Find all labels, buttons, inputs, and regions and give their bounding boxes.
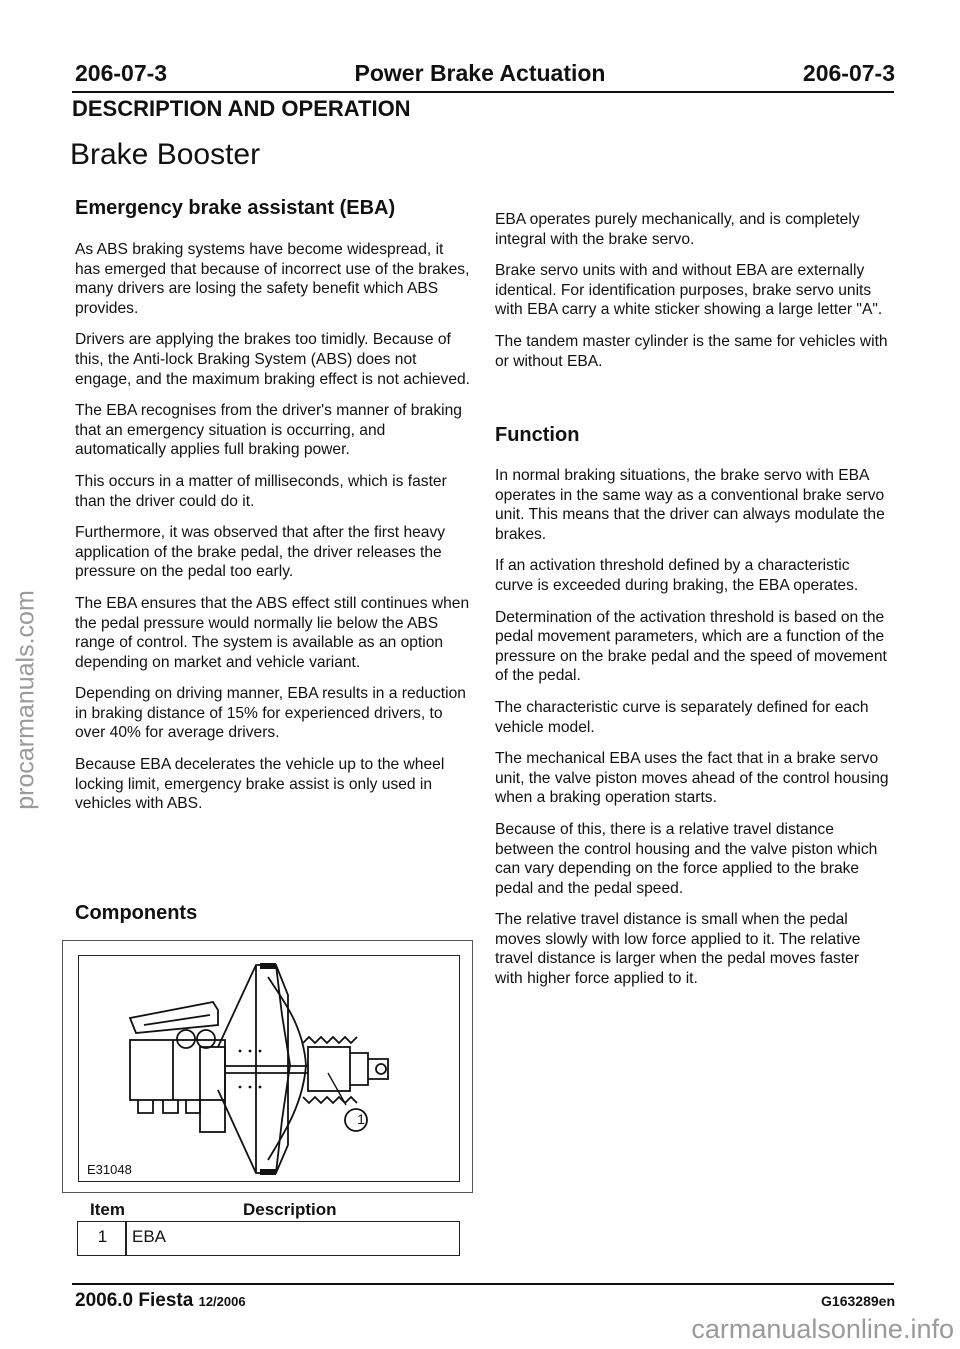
bottom-watermark: carmanualsonline.info	[691, 1314, 954, 1344]
figure-code: E31048	[87, 1162, 132, 1177]
footer-model	[75, 1290, 246, 1312]
right-column-function	[495, 466, 890, 1001]
table-divider	[125, 1221, 127, 1256]
table-header-item: Item	[90, 1200, 125, 1219]
paragraph: The mechanical EBA uses the fact that in a brake servo unit, the valve piston moves ahead of the control housing when a braking operation starts.	[495, 750, 889, 807]
function-heading: Function	[495, 424, 580, 446]
paragraph: EBA operates purely mechanically, and is completely integral with the brake servo.	[495, 211, 860, 248]
left-column-text	[75, 240, 470, 826]
section-label: DESCRIPTION AND OPERATION	[72, 96, 411, 121]
footer-date: 12/2006	[198, 1294, 246, 1309]
right-column-top	[495, 210, 890, 383]
paragraph: This occurs in a matter of milliseconds, which is faster than the driver could do it.	[75, 472, 447, 510]
paragraph: The characteristic curve is separately defined for each vehicle model.	[495, 698, 869, 736]
paragraph: If an activation threshold defined by a characteristic curve is exceeded during braking, the EBA operates.	[495, 557, 859, 594]
paragraph: Because of this, there is a relative travel distance between the control housing and the valve piston which can vary depending on the force applied to the brake pedal and the pedal speed.	[495, 820, 878, 897]
footer-doc-code: G163289en	[821, 1293, 895, 1309]
paragraph: The EBA ensures that the ABS effect still continues when the pedal pressure would normally lie below the ABS range of control. The system is available as an option depending on market and vehicle variant.	[75, 594, 470, 671]
table-cell-description: EBA	[132, 1227, 167, 1246]
side-watermark: procarmanuals.com	[11, 590, 40, 810]
brake-booster-illustration	[78, 955, 458, 1180]
page-number-right: 206-07-3	[802, 60, 895, 86]
table-header-description: Description	[243, 1200, 337, 1219]
paragraph: Brake servo units with and without EBA are externally identical. For identification purposes, brake servo units with EBA carry a white sticker showing a large letter "A".	[495, 262, 883, 319]
paragraph: Determination of the activation threshold is based on the pedal movement parameters, which are a function of the pressure on the brake pedal and the speed of movement of the pedal.	[495, 608, 887, 685]
doc-title: Brake Booster	[70, 138, 261, 171]
paragraph: Depending on driving manner, EBA results in a reduction in braking distance of 15% for experienced drivers, to over 40% for average drivers.	[75, 685, 466, 742]
table-cell-item: 1	[97, 1227, 108, 1246]
paragraph: As ABS braking systems have become widespread, it has emerged that because of incorrect use of the brakes, many drivers are losing the safety benefit which ABS provides.	[75, 241, 470, 317]
footer-rule	[72, 1283, 894, 1285]
paragraph: Furthermore, it was observed that after the first heavy application of the brake pedal, the driver releases the pressure on the pedal too early.	[75, 524, 446, 581]
paragraph: Drivers are applying the brakes too timidly. Because of this, the Anti-lock Braking System (ABS) does not engage, and the maximum braking effect is not achieved.	[75, 331, 470, 388]
chapter-title: Power Brake Actuation	[354, 60, 606, 86]
paragraph: The relative travel distance is small when the pedal moves slowly with low force applied to it. The relative travel distance is larger when the pedal moves faster with higher force applied to it.	[495, 911, 861, 988]
page-number-left: 206-07-3	[75, 60, 168, 86]
paragraph: The EBA recognises from the driver's manner of braking that an emergency situation is occurring, and automatically applies full braking power.	[75, 402, 462, 459]
paragraph: Because EBA decelerates the vehicle up to the wheel locking limit, emergency brake assist is only used in vehicles with ABS.	[75, 756, 445, 813]
callout-number: 1	[357, 1111, 365, 1127]
eba-heading: Emergency brake assistant (EBA)	[75, 197, 396, 219]
header-rule	[72, 91, 894, 93]
footer-model-name: 2006.0 Fiesta	[75, 1290, 194, 1311]
paragraph: The tandem master cylinder is the same for vehicles with or without EBA.	[495, 332, 888, 370]
components-heading: Components	[75, 902, 198, 924]
paragraph: In normal braking situations, the brake servo with EBA operates in the same way as a conventional brake servo unit. This means that the driver can always modulate the brakes.	[495, 467, 885, 543]
